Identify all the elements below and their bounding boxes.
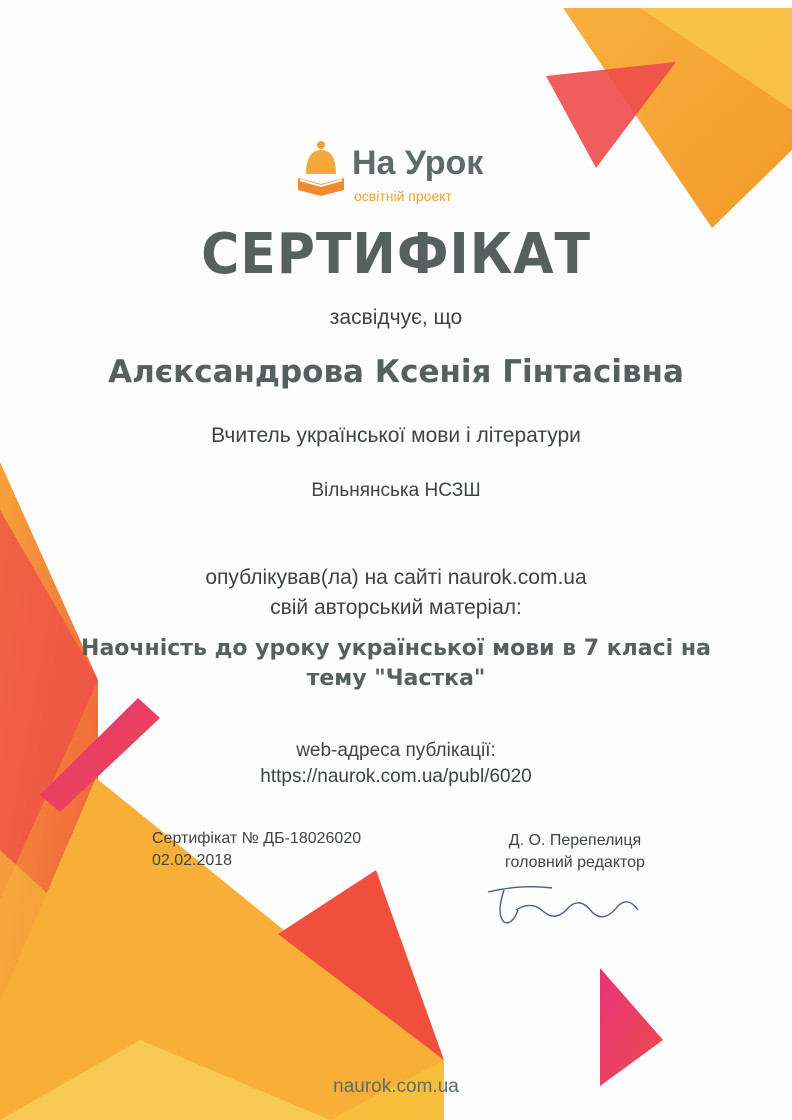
bell-book-icon <box>296 140 346 198</box>
logo-subtitle: освітній проект <box>354 188 452 204</box>
web-address-label: web-адреса публікації: <box>296 740 496 761</box>
logo-title: На Урок <box>352 144 484 182</box>
certificate-number: Сертифікат № ДБ-18026020 <box>152 830 362 847</box>
certifies-text: засвідчує, що <box>329 306 463 329</box>
published-line-1: опублікував(ла) на сайті naurok.com.ua <box>205 566 587 589</box>
recipient-name: Алєксандрова Ксенія Гінтасівна <box>108 354 684 390</box>
logo <box>296 140 556 210</box>
editor-role: головний редактор <box>505 854 645 871</box>
certificate-date: 02.02.2018 <box>152 852 233 869</box>
recipient-position: Вчитель української мови і літератури <box>211 424 581 447</box>
recipient-school: Вільнянська НСЗШ <box>311 480 481 501</box>
editor-name: Д. О. Перепелиця <box>508 832 642 849</box>
web-address-link[interactable]: https://naurok.com.ua/publ/6020 <box>260 766 532 787</box>
footer-site[interactable]: naurok.com.ua <box>333 1076 459 1097</box>
editor-signature <box>482 870 652 930</box>
bottom-right-pink-triangle <box>600 968 663 1086</box>
published-line-2: свій авторський матеріал: <box>270 596 522 619</box>
certificate-title: СЕРТИФІКАТ <box>201 222 591 287</box>
material-title: Наочність до уроку української мови в 7 класі на тему "Частка" <box>81 636 711 691</box>
